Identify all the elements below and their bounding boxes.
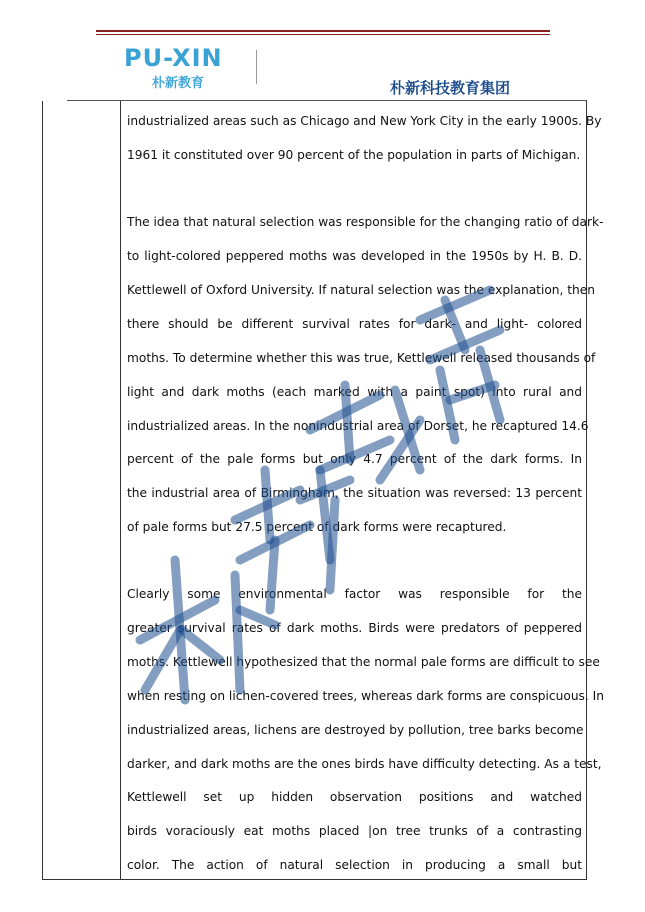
company-name: 朴新科技教育集团 (390, 79, 511, 97)
header-rule-top (96, 30, 550, 32)
header-rule-top-thin (96, 34, 550, 35)
text-line: moths. Kettlewell hypothesized that the normal pale forms are difficult to see (127, 655, 600, 669)
logo-divider (256, 50, 257, 84)
text-line: darker, and dark moths are the ones birds have difficulty detecting. As a test, (127, 757, 602, 771)
text-line: industrialized areas. In the nonindustrial area of Dorset, he recaptured 14.6 (127, 419, 589, 433)
logo-main-text: PU-XIN (124, 44, 223, 72)
text-line: Clearly some environmental factor was responsible for the (127, 587, 582, 601)
text-line: moths. To determine whether this was true, Kettlewell released thousands of (127, 351, 596, 365)
text-line: 1961 it constituted over 90 percent of the population in parts of Michigan. (127, 148, 581, 162)
text-line: the industrial area of Birmingham, the situation was reversed: 13 percent (127, 486, 582, 500)
text-line: light and dark moths (each marked with a paint spot) into rural and (127, 385, 582, 399)
text-line: birds voraciously eat moths placed |on tree trunks of a contrasting (127, 824, 582, 838)
table-column-divider (120, 101, 121, 880)
text-line: greater survival rates of dark moths. Birds were predators of peppered (127, 621, 582, 635)
text-line: of pale forms but 27.5 percent of dark forms were recaptured. (127, 520, 507, 534)
text-line: when resting on lichen-covered trees, whereas dark forms are conspicuous. In (127, 689, 604, 703)
text-line: color. The action of natural selection in producing a small but (127, 858, 582, 872)
text-line: industrialized areas such as Chicago and New York City in the early 1900s. By (127, 114, 602, 128)
text-line: to light-colored peppered moths was developed in the 1950s by H. B. D. (127, 249, 582, 263)
text-line: Kettlewell set up hidden observation positions and watched (127, 790, 582, 804)
text-line: Kettlewell of Oxford University. If natural selection was the explanation, then (127, 283, 595, 297)
text-line: The idea that natural selection was responsible for the changing ratio of dark- (127, 215, 604, 229)
logo-sub-text: 朴新教育 (152, 76, 205, 91)
text-line: percent of the pale forms but only 4.7 percent of the dark forms. In (127, 452, 582, 466)
text-line: industrialized areas, lichens are destroyed by pollution, tree barks become (127, 723, 584, 737)
text-line: there should be different survival rates for dark- and light- colored (127, 317, 582, 331)
puxin-logo (124, 44, 264, 91)
